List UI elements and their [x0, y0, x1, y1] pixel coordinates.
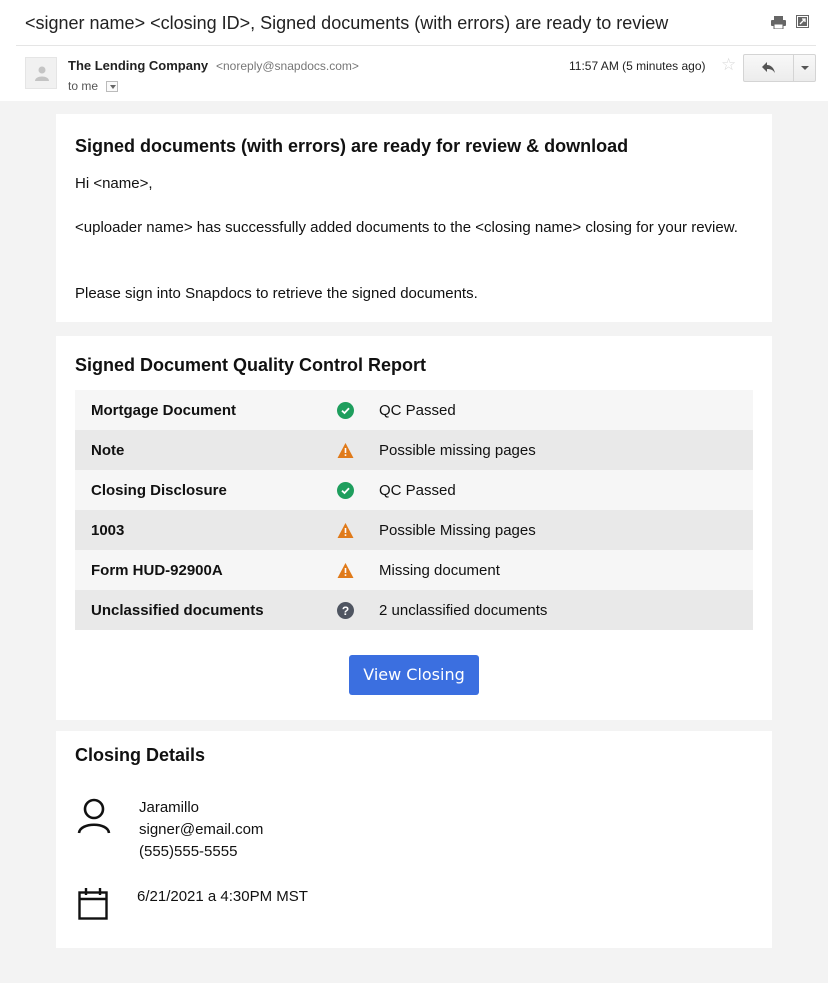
warning-icon [337, 522, 354, 539]
document-name: Mortgage Document [91, 402, 237, 419]
avatar-person-icon [35, 66, 49, 81]
intro-heading: Signed documents (with errors) are ready for review & download [75, 136, 629, 156]
qc-report-heading: Signed Document Quality Control Report [75, 355, 427, 375]
qc-status: Missing document [379, 562, 500, 579]
signer-email: signer@email.com [139, 821, 264, 838]
email-meta [0, 46, 828, 101]
print-icon[interactable] [771, 16, 786, 29]
qc-status: 2 unclassified documents [379, 602, 548, 619]
star-icon[interactable]: ☆ [721, 55, 737, 74]
warning-icon [337, 562, 354, 579]
qc-report-card [56, 336, 772, 720]
table-row [75, 510, 753, 550]
qc-report-table [75, 390, 753, 630]
check-circle-icon [337, 402, 354, 419]
intro-paragraph-2: Please sign into Snapdocs to retrieve the signed documents. [75, 285, 478, 302]
qc-status: QC Passed [379, 482, 456, 499]
greeting: Hi <name>, [75, 175, 153, 192]
warning-icon [337, 442, 354, 459]
email-subject: <signer name> <closing ID>, Signed documents (with errors) are ready to review [25, 13, 669, 33]
table-row [75, 390, 753, 430]
closing-datetime: 6/21/2021 a 4:30PM MST [137, 888, 308, 905]
intro-card [56, 114, 772, 322]
document-name: Unclassified documents [91, 602, 264, 619]
document-name: Closing Disclosure [91, 482, 227, 499]
sender-email: <noreply@snapdocs.com> [216, 59, 359, 73]
closing-details-card [56, 731, 772, 948]
signer-phone: (555)555-5555 [139, 843, 238, 860]
qc-status: Possible missing pages [379, 442, 536, 459]
reply-button[interactable] [744, 55, 793, 81]
recipient-details-caret[interactable] [106, 81, 118, 92]
view-closing-button[interactable]: View Closing [349, 655, 479, 695]
calendar-icon [78, 888, 108, 920]
document-name: 1003 [91, 522, 125, 539]
avatar [25, 57, 57, 89]
check-circle-icon [337, 482, 354, 499]
svg-text:?: ? [341, 604, 350, 618]
email-body [0, 101, 828, 983]
document-name: Note [91, 442, 125, 459]
closing-details-heading: Closing Details [75, 745, 206, 765]
question-circle-icon [337, 602, 354, 619]
intro-paragraph-1: <uploader name> has successfully added documents to the <closing name> closing for your review. [75, 219, 738, 236]
table-row [75, 550, 753, 590]
popout-icon[interactable] [796, 15, 809, 28]
reply-icon [761, 61, 776, 74]
signer-name: Jaramillo [139, 799, 200, 816]
table-row [75, 590, 753, 630]
person-icon [77, 798, 111, 834]
more-options-caret[interactable] [794, 55, 816, 81]
qc-status: QC Passed [379, 402, 456, 419]
email-timestamp: 11:57 AM (5 minutes ago) [569, 59, 706, 73]
document-name: Form HUD-92900A [91, 562, 223, 579]
sender-name[interactable]: The Lending Company [68, 58, 209, 73]
table-row [75, 470, 753, 510]
reply-button-group [743, 54, 816, 82]
table-row [75, 430, 753, 470]
recipient-label: to me [68, 79, 99, 93]
qc-status: Possible Missing pages [379, 522, 536, 539]
email-subject-bar [0, 0, 828, 46]
